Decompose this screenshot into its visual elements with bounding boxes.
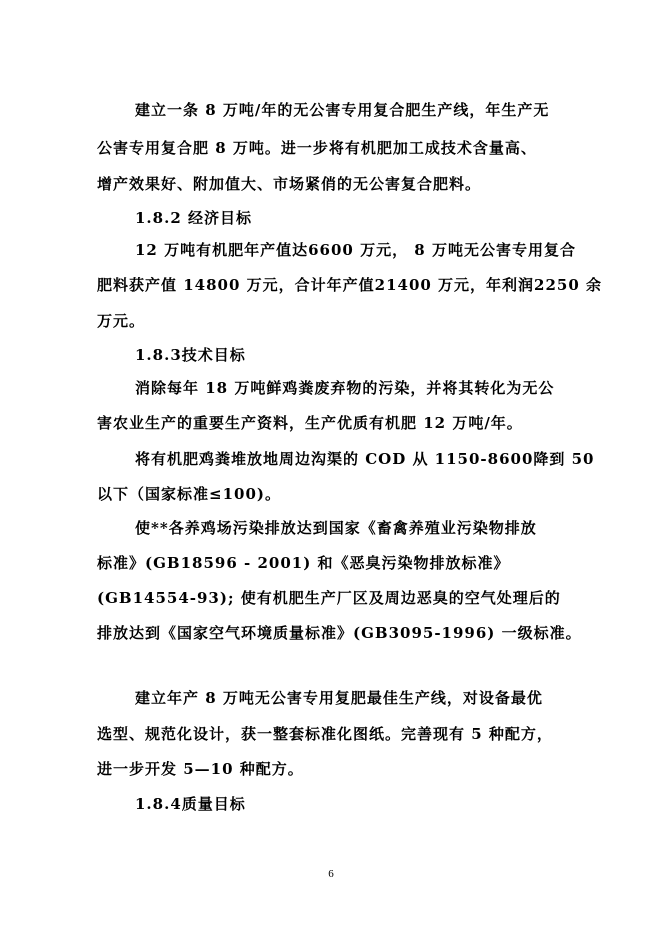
paragraph-line: 以下（国家标准≤100)。 bbox=[97, 485, 281, 503]
paragraph-line: 选型、规范化设计，获一整套标准化图纸。完善现有 5 种配方， bbox=[97, 725, 553, 743]
paragraph-line: 进一步开发 5—10 种配方。 bbox=[97, 760, 304, 778]
paragraph-line: 12 万吨有机肥年产值达6600 万元， 8 万吨无公害专用复合 bbox=[135, 241, 576, 259]
paragraph-line: 万元。 bbox=[97, 312, 146, 330]
paragraph-line: 消除每年 18 万吨鲜鸡粪废弃物的污染，并将其转化为无公 bbox=[135, 379, 555, 397]
paragraph-line: 公害专用复合肥 8 万吨。进一步将有机肥加工成技术含量高、 bbox=[97, 139, 537, 157]
section-heading: 1.8.3技术目标 bbox=[135, 346, 246, 364]
paragraph-line: 增产效果好、附加值大、市场紧俏的无公害复合肥料。 bbox=[97, 175, 482, 193]
section-heading: 1.8.4质量目标 bbox=[135, 795, 246, 813]
paragraph-line: 将有机肥鸡粪堆放地周边沟渠的 COD 从 1150-8600降到 50 bbox=[135, 450, 595, 468]
paragraph-line: 建立一条 8 万吨/年的无公害专用复合肥生产线，年生产无 bbox=[135, 101, 550, 119]
paragraph-line: 使**各养鸡场污染排放达到国家《畜禽养殖业污染物排放 bbox=[135, 519, 537, 537]
paragraph-line: 排放达到《国家空气环境质量标准》(GB3095-1996) 一级标准。 bbox=[97, 624, 582, 642]
section-heading: 1.8.2 经济目标 bbox=[135, 209, 252, 227]
page-number: 6 bbox=[328, 868, 334, 880]
paragraph-line: 标准》(GB18596 - 2001) 和《恶臭污染物排放标准》 bbox=[97, 554, 510, 572]
paragraph-line: (GB14554-93); 使有机肥生产厂区及周边恶臭的空气处理后的 bbox=[97, 589, 561, 607]
paragraph-line: 害农业生产的重要生产资料，生产优质有机肥 12 万吨/年。 bbox=[97, 414, 523, 432]
paragraph-line: 建立年产 8 万吨无公害专用复肥最佳生产线，对设备最优 bbox=[135, 689, 543, 707]
paragraph-line: 肥料获产值 14800 万元，合计年产值21400 万元，年利润2250 余 bbox=[97, 276, 603, 294]
